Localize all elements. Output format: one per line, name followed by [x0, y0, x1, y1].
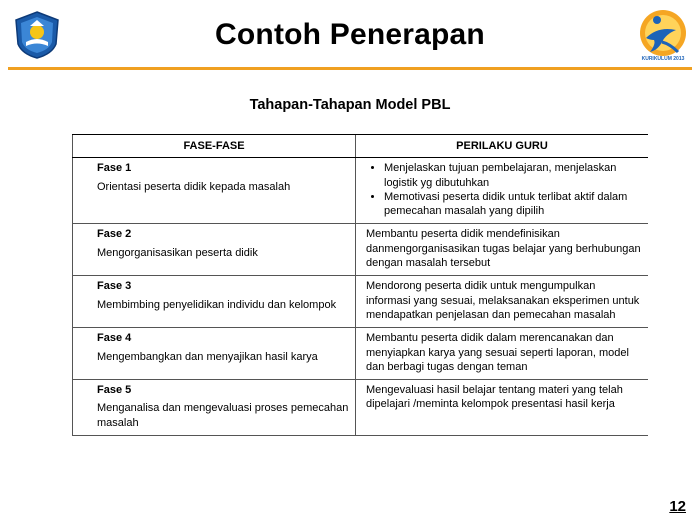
kurikulum-logo-text: KURIKULUM 2013	[641, 56, 685, 62]
phase-cell	[73, 328, 356, 380]
phase-description: Menganalisa dan mengevaluasi proses pemecahan masalah	[97, 402, 349, 429]
behavior-cell: Mengevaluasi hasil belajar tentang materi yang telah dipelajari /meminta kelompok presentasi hasil kerja	[356, 380, 649, 436]
behavior-cell: Membantu peserta didik dalam merencanakan dan menyiapkan karya yang sesuai seperti laporan, model dan berbagi tugas dengan teman	[356, 328, 649, 380]
phase-label: Fase 2	[97, 228, 132, 241]
phase-description: Mengorganisasikan peserta didik	[97, 246, 258, 259]
phase-description: Membimbing penyelidikan individu dan kelompok	[97, 298, 337, 311]
page-number: 12	[669, 498, 686, 515]
phase-description: Orientasi peserta didik kepada masalah	[97, 180, 291, 193]
pbl-phases-table	[72, 134, 648, 436]
behavior-cell: Membantu peserta didik mendefinisikan danmengorganisasikan tugas belajar yang berhubungan dengan masalah tersebut	[356, 224, 649, 276]
header-phases: FASE-FASE	[73, 135, 356, 158]
title-divider	[8, 67, 692, 70]
table-row	[73, 224, 649, 276]
phase-label: Fase 4	[97, 332, 132, 345]
table-row	[73, 380, 649, 436]
phase-cell	[73, 276, 356, 328]
table-row	[73, 158, 649, 224]
phase-label: Fase 3	[97, 280, 132, 293]
phase-description: Mengembangkan dan menyajikan hasil karya	[97, 350, 318, 363]
behavior-cell: Mendorong peserta didik untuk mengumpulkan informasi yang sesuai, melaksanakan eksperimen untuk mendapatkan penjelasan dan pemecahan masalah	[356, 276, 649, 328]
table-header-row	[73, 135, 649, 158]
slide-title: Contoh Penerapan	[215, 18, 485, 51]
kurikulum-logo	[636, 8, 690, 66]
table-subtitle: Tahapan-Tahapan Model PBL	[249, 97, 451, 113]
behavior-list	[366, 161, 642, 218]
phase-cell	[73, 380, 356, 436]
phase-label: Fase 5	[97, 384, 132, 397]
table-row	[73, 276, 649, 328]
list-item: • Menjelaskan tujuan pembelajaran, menjelaskan logistik yg dibutuhkan	[384, 161, 642, 190]
table-row	[73, 328, 649, 380]
list-item: • Memotivasi peserta didik untuk terlibat aktif dalam pemecahan masalah yang dipilih	[384, 190, 642, 219]
phase-label: Fase 1	[97, 162, 132, 175]
behavior-cell	[356, 158, 649, 224]
header-teacher-behavior: PERILAKU GURU	[356, 135, 649, 158]
phase-cell	[73, 158, 356, 224]
phase-cell	[73, 224, 356, 276]
